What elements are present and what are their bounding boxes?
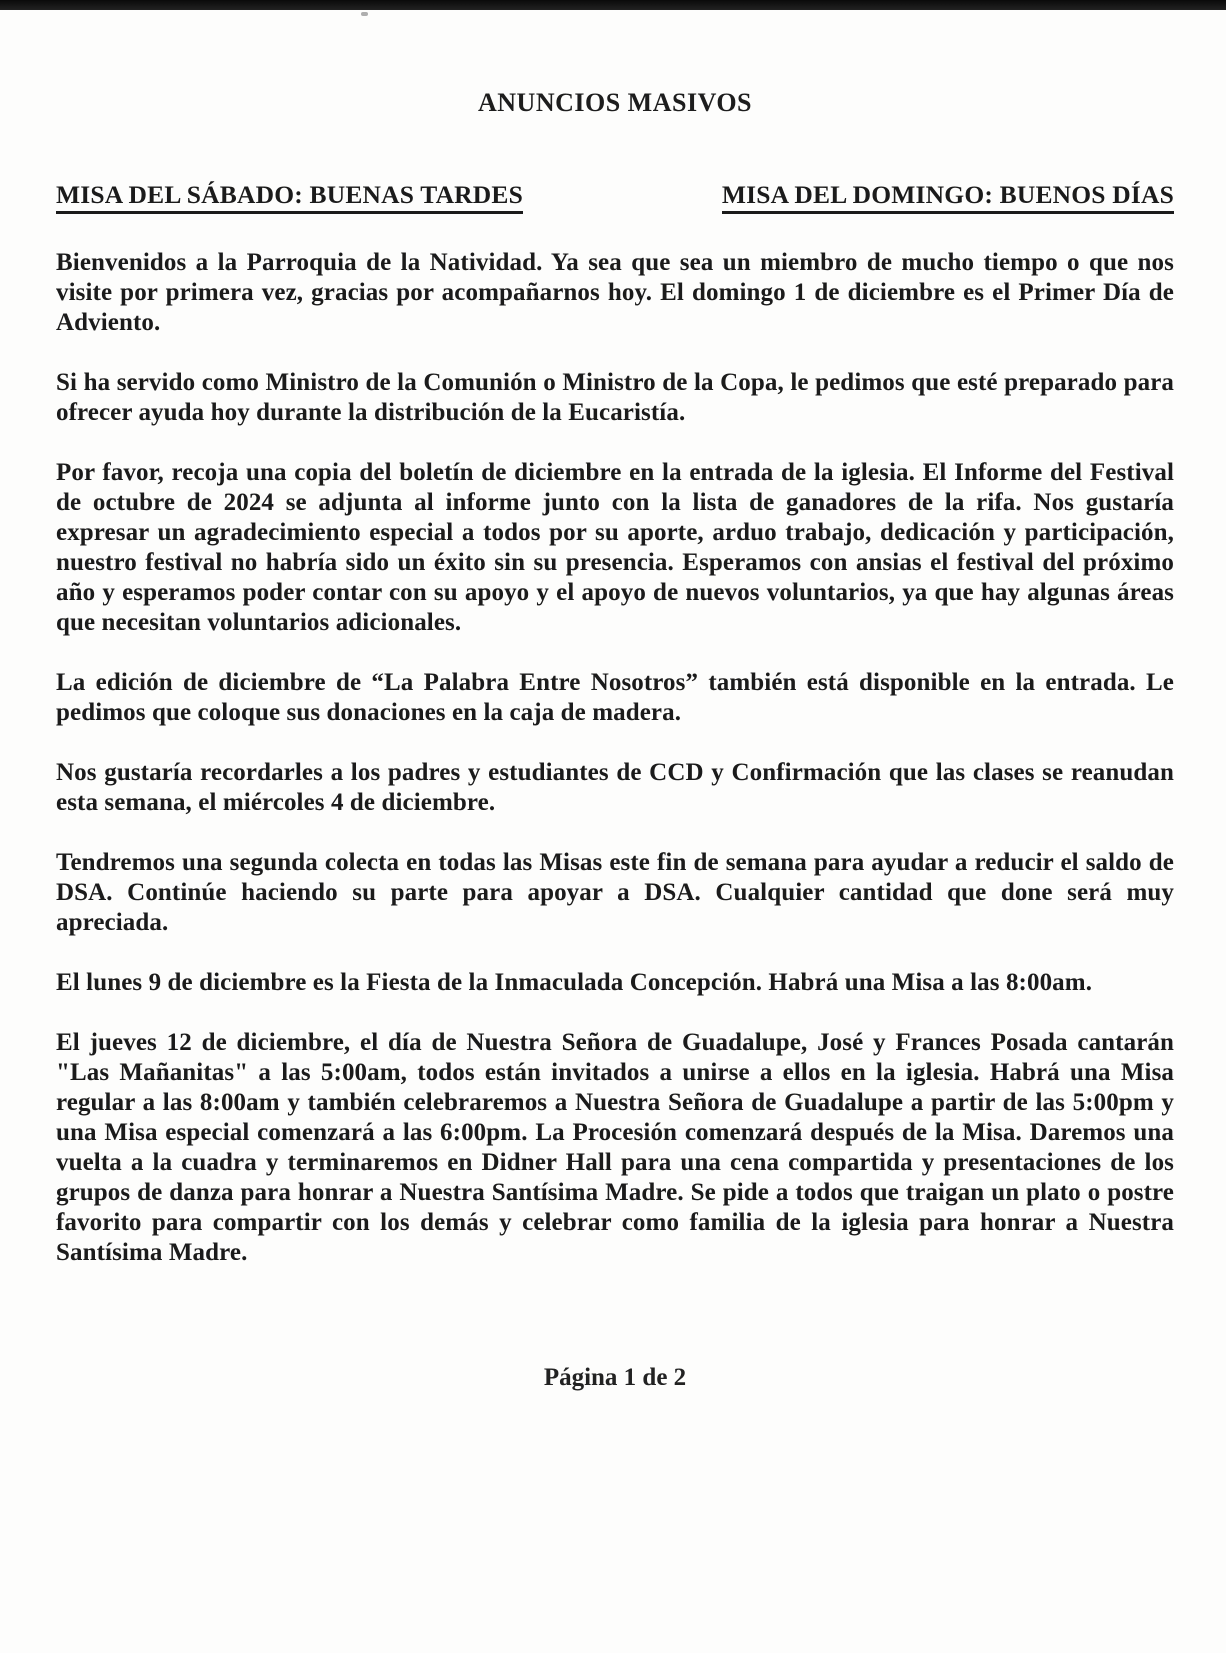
paragraph-welcome: Bienvenidos a la Parroquia de la Natividad. Ya sea que sea un miembro de mucho tiempo o que nos visite por primera vez, gracias por acompañarnos hoy. El domingo 1 de diciembre es el Primer Día de Adviento.: [56, 249, 1174, 336]
paragraph-bulletin-festival-report: Por favor, recoja una copia del boletín de diciembre en la entrada de la iglesia. El Informe del Festival de octubre de 2024 se adjunta al informe junto con la lista de ganadores de la rifa. Nos gustaría expresar un agradecimiento especial a todos por su aporte, arduo trabajo, dedicación y participación, nuestro festival no habría sido un éxito sin su presencia. Esperamos con ansias el festival del próximo año y esperamos poder contar con su apoyo y el apoyo de nuevos voluntarios, ya que hay algunas áreas que necesitan voluntarios adicionales.: [56, 459, 1174, 636]
page-number: Página 1 de 2: [543, 1364, 687, 1391]
mass-headings-row: [56, 182, 1174, 214]
paragraph-ccd-classes: Nos gustaría recordarles a los padres y estudiantes de CCD y Confirmación que las clases se reanudan esta semana, el miércoles 4 de diciembre.: [56, 759, 1174, 816]
announcements-text: [56, 248, 1174, 1268]
document-body: [0, 10, 1226, 1393]
page-title: ANUNCIOS MASIVOS: [477, 88, 753, 117]
sunday-mass-heading: MISA DEL DOMINGO: BUENOS DÍAS: [722, 182, 1174, 214]
paragraph-la-palabra-entre-nosotros: La edición de diciembre de “La Palabra Entre Nosotros” también está disponible en la entrada. Le pedimos que coloque sus donaciones en la caja de madera.: [56, 669, 1174, 726]
paragraph-second-collection-dsa: Tendremos una segunda colecta en todas las Misas este fin de semana para ayudar a reducir el saldo de DSA. Continúe haciendo su parte para apoyar a DSA. Cualquier cantidad que done será muy apreciada.: [56, 849, 1174, 936]
scan-border-top: [0, 0, 1226, 10]
saturday-mass-heading: MISA DEL SÁBADO: BUENAS TARDES: [56, 182, 523, 214]
paragraph-communion-ministers: Si ha servido como Ministro de la Comunión o Ministro de la Copa, le pedimos que esté preparado para ofrecer ayuda hoy durante la distribución de la Eucaristía.: [56, 369, 1174, 426]
paragraph-immaculate-conception: El lunes 9 de diciembre es la Fiesta de la Inmaculada Concepción. Habrá una Misa a las 8:00am.: [56, 969, 1093, 996]
paragraph-guadalupe-celebration: El jueves 12 de diciembre, el día de Nuestra Señora de Guadalupe, José y Frances Posada cantarán "Las Mañanitas" a las 5:00am, todos están invitados a unirse a ellos en la iglesia. Habrá una Misa regular a las 8:00am y también celebraremos a Nuestra Señora de Guadalupe a partir de las 5:00pm y una Misa especial comenzará a las 6:00pm. La Procesión comenzará después de la Misa. Daremos una vuelta a la cuadra y terminaremos en Didner Hall para una cena compartida y presentaciones de los grupos de danza para honrar a Nuestra Santísima Madre. Se pide a todos que traigan un plato o postre favorito para compartir con los demás y celebrar como familia de la iglesia para honrar a Nuestra Santísima Madre.: [56, 1029, 1174, 1266]
